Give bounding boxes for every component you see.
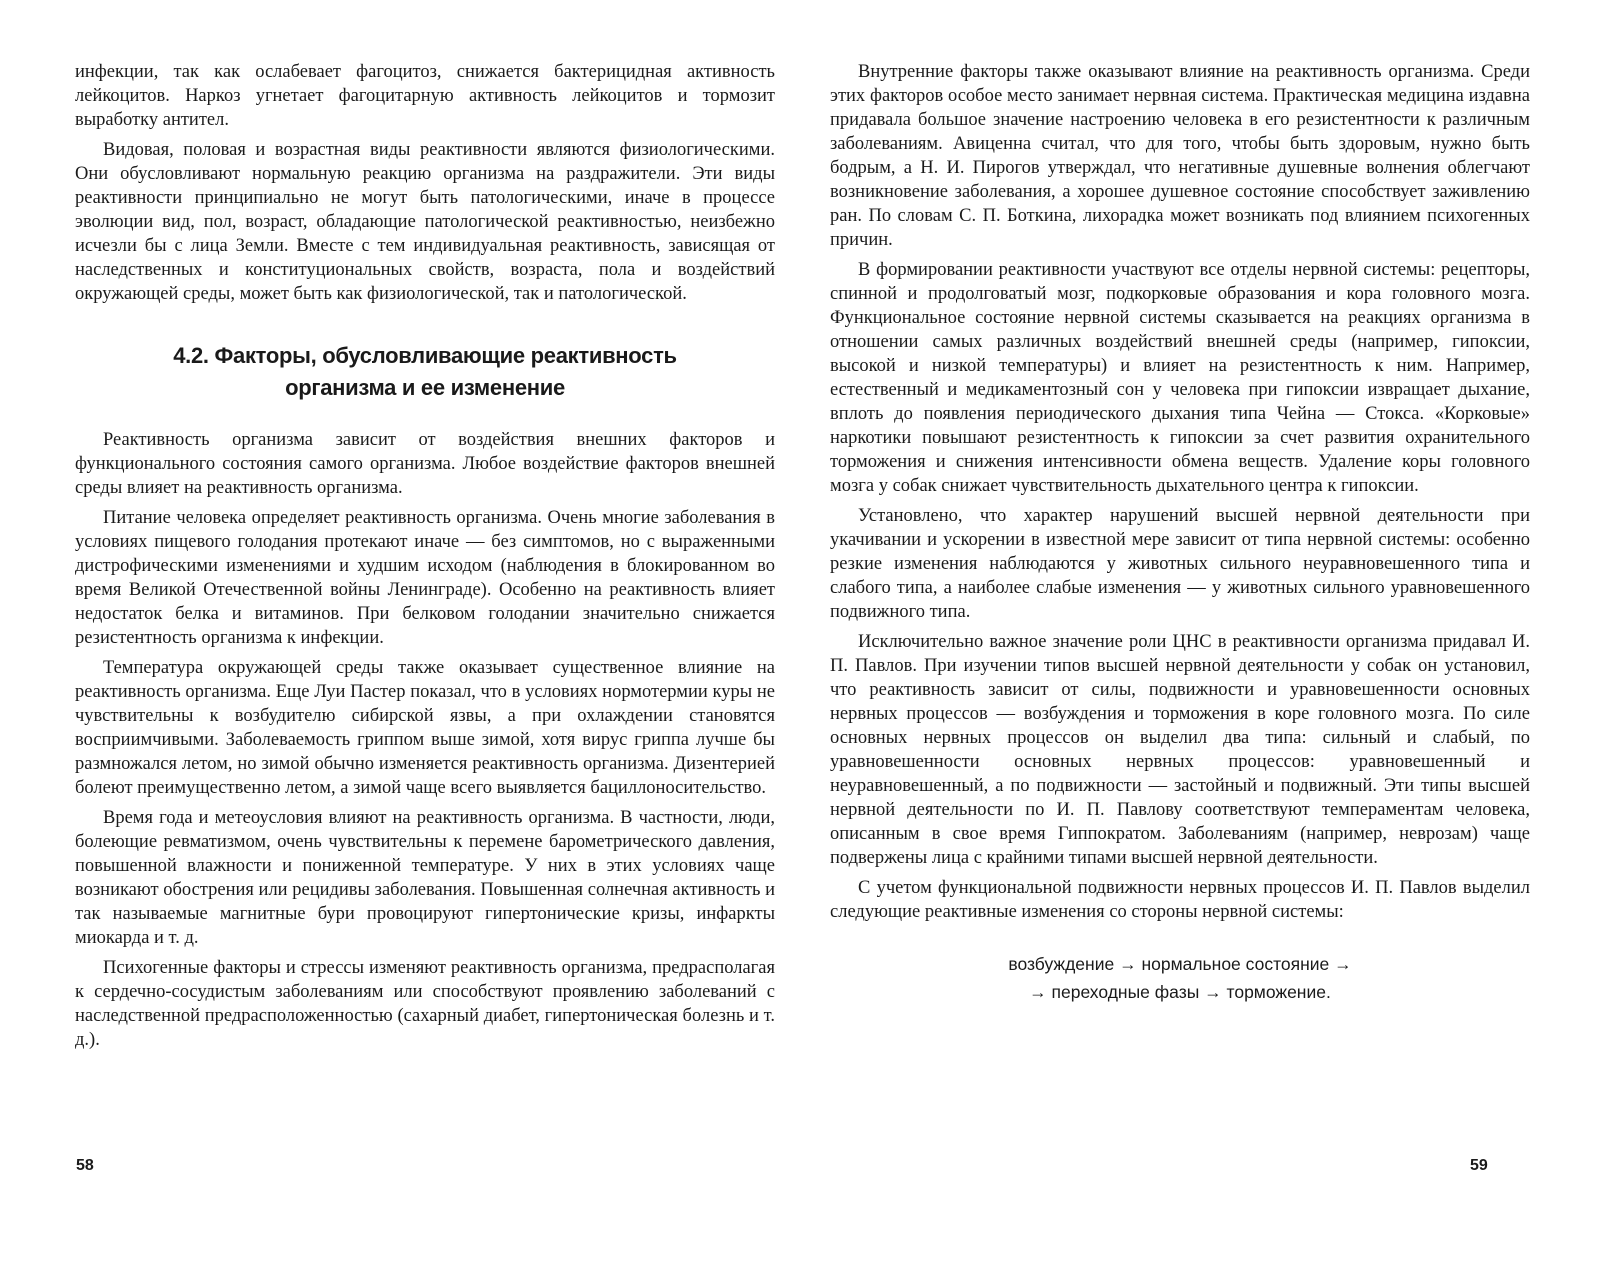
heading-line-2: организма и ее изменение	[285, 375, 565, 400]
paragraph: С учетом функциональной подвижности нервных процессов И. П. Павлов выделил следующие реактивные изменения со стороны нервной системы:	[830, 878, 1530, 922]
scheme-line-2: → переходные фазы → торможение.	[1029, 982, 1331, 1002]
paragraph: В формировании реактивности участвуют все отделы нервной системы: рецепторы, спинной и продолговатый мозг, подкорковые образования и кора головного мозга. Функциональное состояние нервной системы сказывается на реакциях организма в отношении самых различных воздействий внешней среды (например, гипоксии, высокой и низкой температуры) и влияет на резистентность к ним. Например, естественный и медикаментозный сон у человека при гипоксии извращает дыхание, вплоть до появления периодического дыхания типа Чейна — Стокса. «Корковые» наркотики повышают резистентность к гипоксии за счет развития охранительного торможения и снижения интенсивности обмена веществ. Удаление коры головного мозга у собак снижает чувствительность дыхательного центра к гипоксии.	[830, 260, 1530, 496]
paragraph: Реактивность организма зависит от воздействия внешних факторов и функционального состояния самого организма. Любое воздействие факторов внешней среды влияет на реактивность организма.	[75, 430, 775, 498]
right-page	[830, 60, 1530, 1210]
heading-line-1: 4.2. Факторы, обусловливающие реактивность	[173, 343, 677, 368]
left-page	[75, 60, 775, 1210]
section-heading	[75, 340, 775, 404]
reaction-scheme	[830, 950, 1530, 1006]
paragraph: Питание человека определяет реактивность организма. Очень многие заболевания в условиях пищевого голодания протекают иначе — без симптомов, но с выраженными дистрофическими изменениями и худшим исходом (наблюдения в блокированном во время Великой Отечественной войны Ленинграде). Особенно на реактивность влияет недостаток белка и витаминов. При белковом голодании значительно снижается резистентность организма к инфекции.	[75, 508, 775, 648]
paragraph: Видовая, половая и возрастная виды реактивности являются физиологическими. Они обусловливают нормальную реакцию организма на раздражители. Эти виды реактивности принципиально не могут быть патологическими, иначе в процессе эволюции вид, пол, возраст, обладающие патологической реактивностью, неизбежно исчезли бы с лица Земли. Вместе с тем индивидуальная реактивность, зависящая от наследственных и конституциональных свойств, возраста, пола и воздействий окружающей среды, может быть как физиологической, так и патологической.	[75, 140, 775, 304]
paragraph: инфекции, так как ослабевает фагоцитоз, снижается бактерицидная активность лейкоцитов. Наркоз угнетает фагоцитарную активность лейкоцитов и тормозит выработку антител.	[75, 62, 775, 130]
paragraph: Температура окружающей среды также оказывает существенное влияние на реактивность организма. Еще Луи Пастер показал, что в условиях нормотермии куры не чувствительны к возбудителю сибирской язвы, а при охлаждении становятся восприимчивыми. Заболеваемость гриппом выше зимой, хотя вирус гриппа лучше бы размножался летом, но зимой обычно изменяется реактивность организма. Дизентерией болеют преимущественно летом, а зимой чаще всего выявляется бациллоносительство.	[75, 658, 775, 798]
page-number-left: 58	[76, 1157, 94, 1174]
paragraph: Установлено, что характер нарушений высшей нервной деятельности при укачивании и ускорении в известной мере зависит от типа нервной системы: особенно резкие изменения наблюдаются у животных сильного неуравновешенного типа и слабого типа, а наиболее слабые изменения — у животных сильного уравновешенного подвижного типа.	[830, 506, 1530, 622]
paragraph: Внутренние факторы также оказывают влияние на реактивность организма. Среди этих факторов особое место занимает нервная система. Практическая медицина издавна придавала большое значение настроению человека в его резистентности к различным заболеваниям. Авиценна считал, что для того, чтобы быть здоровым, нужно быть бодрым, а Н. И. Пирогов утверждал, что негативные душевные волнения облегчают возникновение заболевания, а хорошее душевное состояние способствует заживлению ран. По словам С. П. Боткина, лихорадка может возникать под влиянием психогенных причин.	[830, 62, 1530, 250]
paragraph: Время года и метеоусловия влияют на реактивность организма. В частности, люди, болеющие ревматизмом, очень чувствительны к перемене барометрического давления, повышенной влажности и пониженной температуре. У них в этих условиях чаще возникают обострения или рецидивы заболевания. Повышенная солнечная активность и так называемые магнитные бури провоцируют гипертонические кризы, инфаркты миокарда и т. д.	[75, 808, 775, 948]
paragraph: Исключительно важное значение роли ЦНС в реактивности организма придавал И. П. Павлов. При изучении типов высшей нервной деятельности у собак он установил, что реактивность зависит от силы, подвижности и уравновешенности основных нервных процессов — возбуждения и торможения в коре головного мозга. По силе основных нервных процессов он выделил два типа: сильный и слабый, по уравновешенности основных нервных процессов: уравновешенный и неуравновешенный, а по подвижности — застойный и подвижный. Эти типы высшей нервной деятельности по И. П. Павлову соответствуют темпераментам человека, описанным в свое время Гиппократом. Заболеваниям (например, неврозам) чаще подвержены лица с крайними типами высшей нервной деятельности.	[830, 632, 1530, 868]
paragraph: Психогенные факторы и стрессы изменяют реактивность организма, предрасполагая к сердечно-сосудистым заболеваниям или способствуют проявлению заболеваний с наследственной предрасположенностью (сахарный диабет, гипертоническая болезнь и т. д.).	[75, 958, 775, 1050]
page-number-right: 59	[1470, 1157, 1488, 1174]
scheme-line-1: возбуждение → нормальное состояние →	[1008, 954, 1352, 974]
